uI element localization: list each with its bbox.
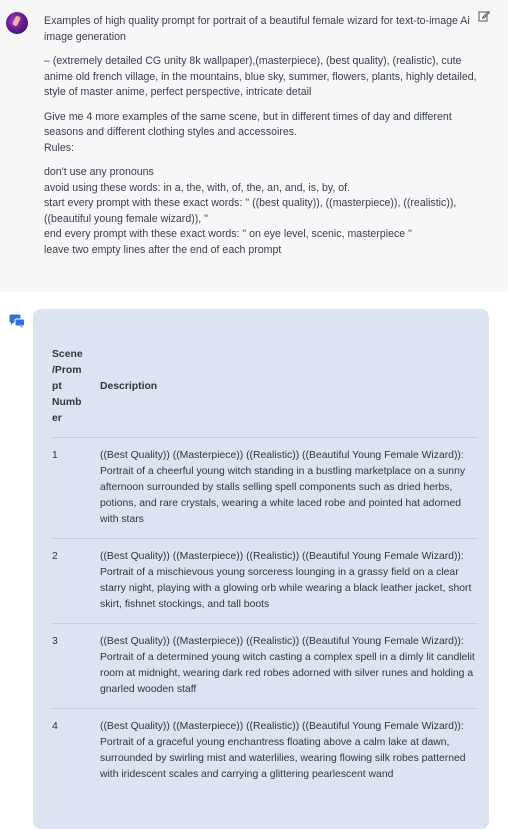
- assistant-chat-icon: [9, 314, 25, 328]
- row-number: 3: [52, 624, 100, 709]
- table-row: [52, 624, 478, 709]
- prompt-table: [52, 345, 478, 793]
- prompt-line: don't use any pronouns: [44, 166, 154, 178]
- prompt-line: avoid using these words: in a, the, with, of, the, an, and, is, by, of.: [44, 181, 351, 194]
- row-description: ((Best Quality)) ((Masterpiece)) ((Realistic)) ((Beautiful Young Female Wizard)): Portrait of a graceful young enchantress floating above a calm lake at dawn, surrounded by swirling mist and waterlilies, wearing flowing silk robes patterned with iridescent scales and carrying a glittering pearlescent wand: [100, 709, 478, 794]
- prompt-line: start every prompt with these exact words: " ((best quality)), ((masterpiece)), ((realistic)), ((beautiful young female wizard)), ": [44, 197, 457, 225]
- prompt-line: Examples of high quality prompt for portrait of a beautiful female wizard for text-to-image Ai image generation: [44, 15, 470, 43]
- row-description: ((Best Quality)) ((Masterpiece)) ((Realistic)) ((Beautiful Young Female Wizard)): Portrait of a cheerful young witch standing in a bustling marketplace on a sunny afternoon surrounded by stalls selling spell components such as dried herbs, potions, and rare crystals, wearing a white laced robe and pointed hat adorned with stars: [100, 438, 478, 539]
- row-number: 2: [52, 539, 100, 624]
- prompt-text: [44, 14, 484, 258]
- row-number: 4: [52, 709, 100, 794]
- prompt-line: – (extremely detailed CG unity 8k wallpaper),(masterpiece), (best quality), (realistic), cute anime old french village, in the mountains, blue sky, summer, flowers, plants, highly detailed, style of master anime, perfect perspective, intricate detail: [44, 55, 477, 98]
- user-avatar: [6, 12, 28, 34]
- column-header-description: Description: [100, 381, 158, 392]
- row-number: 1: [52, 438, 100, 539]
- column-header-number: Scene /Prom pt Numb er: [52, 349, 83, 424]
- prompt-line: Give me 4 more examples of the same scene, but in different times of day and different seasons and different clothing styles and accessoires.: [44, 110, 452, 138]
- row-description: ((Best Quality)) ((Masterpiece)) ((Realistic)) ((Beautiful Young Female Wizard)): Portrait of a determined young witch casting a complex spell in a dimly lit candlelit room at midnight, wearing dark red robes adorned with silver runes and holding a gnarled wooden staff: [100, 624, 478, 709]
- row-description: ((Best Quality)) ((Masterpiece)) ((Realistic)) ((Beautiful Young Female Wizard)): Portrait of a mischievous young sorceress lounging in a grassy field on a clear starry night, playing with a glowing orb while wearing a black leather jacket, short skirt, fishnet stockings, and tall boots: [100, 539, 478, 624]
- table-header-row: [52, 345, 478, 438]
- prompt-line: end every prompt with these exact words: " on eye level, scenic, masterpiece ": [44, 228, 412, 240]
- table-row: [52, 539, 478, 624]
- user-message: [0, 0, 508, 292]
- prompt-line: leave two empty lines after the end of each prompt: [44, 243, 282, 256]
- table-row: [52, 438, 478, 539]
- prompt-line: Rules:: [44, 141, 75, 154]
- table-row: [52, 709, 478, 794]
- assistant-response-card: [33, 309, 489, 829]
